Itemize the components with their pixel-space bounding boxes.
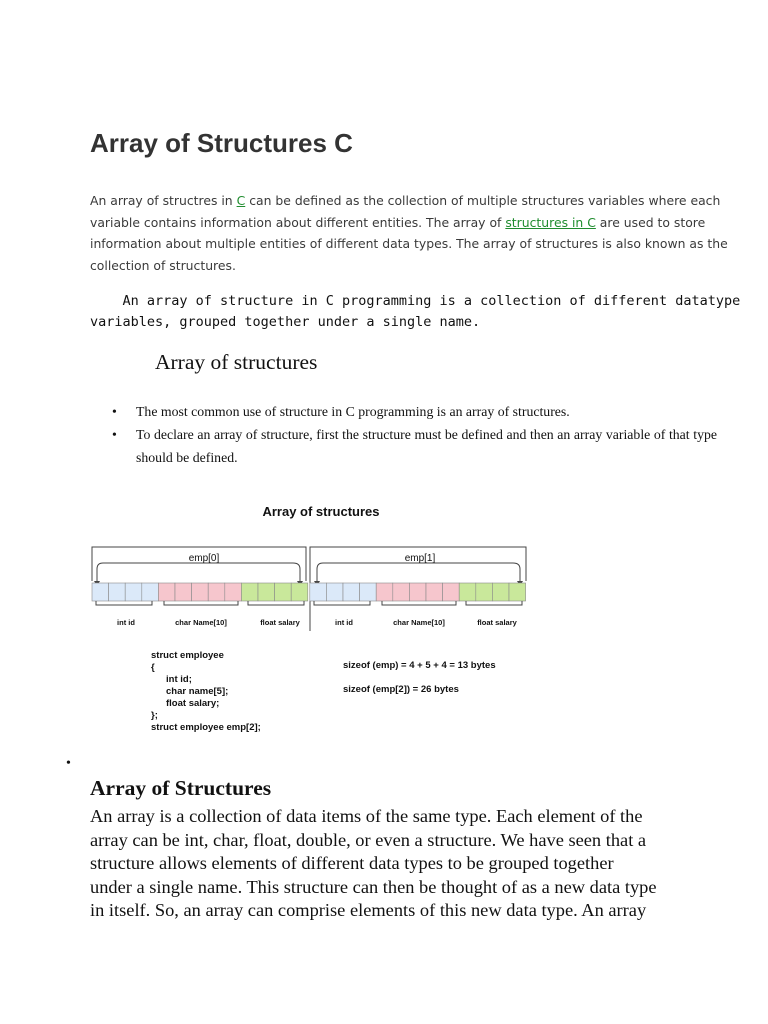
char-cell [225, 583, 242, 601]
int-cell [125, 583, 142, 601]
definition-paragraph [90, 291, 750, 333]
intro-line: information about multiple entities of different data types. The array of structures is also known as the [90, 236, 728, 252]
definition-line: variables, grouped together under a single name. [90, 314, 481, 330]
float-cell [459, 583, 476, 601]
code-line: struct employee [151, 650, 224, 661]
page-title: Array of Structures C [90, 128, 353, 158]
size-line: sizeof (emp[2]) = 26 bytes [343, 684, 459, 695]
c-link[interactable]: C [236, 193, 246, 208]
char-cell [158, 583, 175, 601]
intro-paragraph [90, 190, 730, 276]
char-cell [426, 583, 443, 601]
memory-cells [92, 583, 526, 601]
group-label-0: emp[0] [188, 553, 220, 564]
float-cell [241, 583, 258, 601]
paragraph-line: array can be int, char, float, double, or even a structure. We have seen that a [90, 829, 647, 850]
intro-text: can be defined as the collection of multiple structures variables where each [245, 193, 721, 208]
field-label: char Name[10] [393, 618, 445, 627]
int-cell [310, 583, 327, 601]
int-cell [326, 583, 343, 601]
size-line: sizeof (emp) = 4 + 5 + 4 = 13 bytes [343, 660, 496, 671]
definition-line: An array of structure in C programming is a collection of different datatype [90, 293, 741, 309]
paragraph-line: structure allows elements of different data types to be grouped together [90, 853, 614, 873]
paragraph-line: in itself. So, an array can comprise elements of this new data type. An array [90, 900, 647, 920]
bullet-item: • To declare an array of structure, first the structure must be defined and then an array variable of that type should be defined. [112, 423, 717, 469]
diagram-title: Array of structures [262, 504, 380, 519]
field-label: float salary [477, 618, 517, 627]
struct-code [151, 650, 261, 733]
section-heading: Array of structures [155, 350, 318, 374]
intro-text: are used to store [595, 214, 706, 230]
empty-bullet: • [66, 756, 71, 771]
intro-line: collection of structures. [90, 257, 236, 273]
code-line: }; [151, 710, 158, 721]
intro-text: An array of structres in [90, 193, 237, 208]
field-labels [117, 618, 518, 627]
char-cell [175, 583, 192, 601]
float-cell [291, 583, 308, 601]
field-label: int id [117, 618, 135, 627]
inner-bracket-0 [97, 563, 300, 581]
paragraph-line: under a single name. This structure can then be thought of as a new data type [90, 876, 657, 897]
array-of-structures-diagram [88, 497, 533, 742]
size-info [343, 660, 496, 695]
field-brackets [96, 601, 522, 605]
intro-line [90, 190, 730, 212]
float-cell [509, 583, 526, 601]
char-cell [409, 583, 426, 601]
field-label: float salary [260, 618, 300, 627]
paragraph-line: An array is a collection of data items of the same type. Each element of the [90, 806, 643, 826]
char-cell [393, 583, 410, 601]
bullet-list [112, 400, 717, 469]
int-cell [360, 583, 377, 601]
int-cell [92, 583, 109, 601]
inner-bracket-1 [317, 563, 520, 581]
bottom-heading: Array of Structures [90, 776, 272, 800]
structures-in-c-link[interactable]: structures in C [505, 214, 596, 230]
char-cell [208, 583, 225, 601]
bullet-item: • The most common use of structure in C programming is an array of structures. [112, 400, 717, 423]
float-cell [492, 583, 509, 601]
float-cell [476, 583, 493, 601]
int-cell [343, 583, 360, 601]
code-line: char name[5]; [166, 686, 229, 697]
code-line: { [151, 662, 155, 673]
char-cell [443, 583, 460, 601]
char-cell [192, 583, 209, 601]
float-cell [258, 583, 275, 601]
char-cell [376, 583, 393, 601]
float-cell [275, 583, 292, 601]
field-label: int id [335, 618, 353, 627]
int-cell [109, 583, 126, 601]
code-line: struct employee emp[2]; [151, 722, 261, 733]
intro-text: variable contains information about different entities. The array of [90, 214, 506, 230]
code-line: int id; [166, 674, 192, 685]
intro-line [90, 212, 730, 234]
int-cell [142, 583, 159, 601]
code-line: float salary; [166, 698, 220, 709]
bottom-paragraph [90, 805, 750, 923]
field-label: char Name[10] [175, 618, 227, 627]
group-label-1: emp[1] [404, 553, 436, 564]
